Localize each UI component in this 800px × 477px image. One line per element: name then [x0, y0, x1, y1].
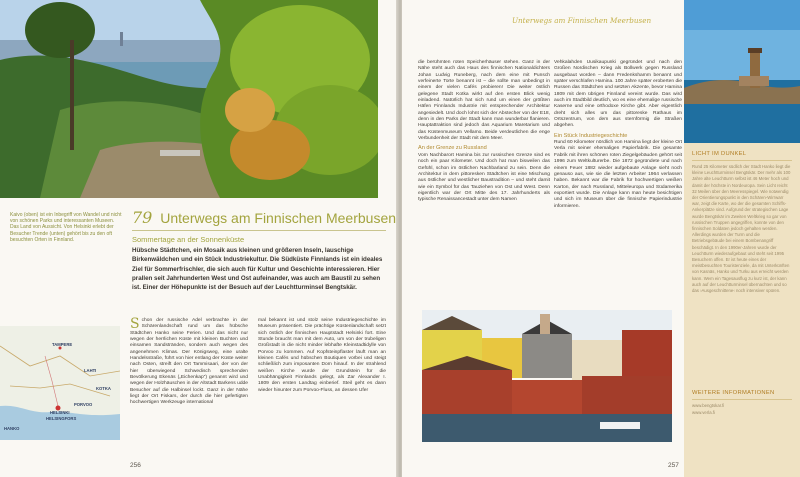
body-column-4 [554, 60, 682, 210]
chapter-heading [132, 208, 396, 227]
lighthouse-photo [684, 0, 800, 143]
left-page [0, 0, 398, 477]
body-column-1-text: chon der russische Adel verbrachte in der Schärenlandschaft rund um das hübsche Städtchen Hanko seine Ferien. Und das nicht nur wegen der herrlichen Küste mit kleinen Buchten und einsamen Sandstränden, sondern auch wegen des angenehmen Klimas. Der Königsweg, eine uralte Handelsstraße, führt von hier entlang der Küste weiter nach Osten, streift den Ort Tammisaari, der von der hier überwiegend Schwedisch sprechenden Bevölkerung Ekenäs („Eichenkap“) genannt wird und wegen der Holzhäuschen in der Altstadt Barkens udde Besucher auf die Halbinsel lockt. Ganz in der Nähe liegt der Ort Fiskars, der durch die hier gefertigten hochwertigen Werkzeuge international [130, 318, 248, 406]
sidebar-heading-info: WEITERE INFORMATIONEN [692, 390, 775, 396]
body-column-4-text: Vehkalahden Uusikaupunki gegründet und nach den Großen Nordischen Krieg als Bollwerk gegen Russland ausgebaut worden – dann Fredenkshamm benannt und später verschlafen Hamina. 100 Jahre später eroberten die Russen das Städtchen und setzten Akzente, bevor Hamina 1809 mit dem übrigen Finnland vereint wurde. Das wird auch im Stadtbild deutlich, wo es eine ehemalige russische Kaserne und eine orthodoxe Kirche gibt. Aber eigentlich dreht sich alles um das pittoreske Rathaus im Ortszentrum, von dem aus sternförmig die Straßen abgehen. [554, 60, 682, 129]
body-column-2: mal bekannt ist und stolz seine Industriegeschichte im Museum präsentiert. Die prächtige Küstenlandschaft setzt sich östlich der finnischen Hauptstadt Helsinki fort. Eine Stunde braucht man mit dem Auto, um von der trubeligen Großstadt in die nicht minder lebhafte Kleinstadtidylle von Porvoo zu kommen. Auf Kopfsteinpflaster läuft man an kleinen Cafés und hübschen Boutiquen vorbei und steigt schließlich zum imposanten Dom hinauf. In der strahlend weißen Kirche wurde der Grundstein für die Unabhängigkeit Finnlands gelegt, als Zar Alexander I. 1809 den ersten Landtag einberief. Steil geht es dann wieder hinunter zum Porvoo-Fluss, an dessen Ufer [258, 318, 386, 393]
drop-cap: S [130, 316, 140, 332]
sidebar-text: Rund 25 Kilometer südlich der Stadt Hanko liegt die kleine Leuchtturminsel Bengtskär. Der mehr als 100 Jahre alte Leuchtturm selbst ist 46 Meter hoch und damit der höchste in Nordeuropa. Sein Licht reicht 32 Meilen über den Meeresspiegel. Wie notwendig der Orientierungspunkt in den Schären-Wirrwarr war, zeigt die Karte, wo der die gesamten Schiffs-Ankerplätze sind. Aufgrund der strategischen Lage wurde Bengtskär im Zweiten Weltkrieg so gar von russischen Truppen angegriffen, konnte von den finnischen Soldaten jedoch gehalten werden. Allerdings wurden der Turm und die Betriebsgebäude bei einem Bombenangriff beschädigt. In den 1990er-Jahren wurde der Leuchtturm wiederaufgebaut und steht seit 1995 Besuchern offen. Er ist heute eines der meistbesuchten Touristenziele, da mit Unterkünften von Kasnäs, Hanko und Turku aus erreicht werden kann. Wem ein Tagesausflug zu kurz ist, der kann auch auf der Leuchtturminsel übernachten und so das ›Ausgeschnittene‹ noch intensiver spüren. [692, 164, 791, 294]
sidebar-link-verla[interactable]: www.verla.fi [692, 410, 715, 415]
left-caption: Kaivo (oben) ist ein Inbegriff von Wandel und nicht von schönen Parks und interessanten Museen. Das Land von Aussicht. Von Helsinki erlebt der Besucher Trende (unten) gehört bis zu den oft besuchten Orten in Finnland. [10, 212, 122, 243]
chapter-title: Unterwegs am Finnischen Meerbusen [160, 210, 397, 226]
map-label-kotka: KOTKA [96, 386, 111, 391]
body-column-1 [130, 318, 248, 407]
sidebar-heading-light: LICHT IM DUNKEL [692, 151, 747, 157]
body-column-3 [418, 60, 550, 204]
section-heading-border: An der Grenze zu Russland [418, 145, 487, 152]
map-label-porvoo: PORVOO [74, 402, 93, 407]
heading-rule [132, 230, 386, 231]
map-label-hanko: HANKO [4, 426, 20, 431]
sidebar-rule [692, 160, 792, 161]
red-houses-photo [422, 310, 672, 442]
map-label-helsinki: HELSINKI [50, 410, 70, 415]
body-column-3b-text: Vom Nachbarort Hamina bis zur russischen Grenze sind es noch ein paar Kilometer. Und doch hat man bisweilen das Gefühl, schon im östlichen Nachbarland zu sein. Denn die Architektur in dem pittoresken Städtchen ist eine Mischung aus östlicher und westlicher Baustradition – und steht damit wie ein Symbol für das Tauziehen von Ost und West. Denn eigentlich war der Ort Mitte des 17. Jahrhunderts als typische Renaissancestadt unter dem Namen [418, 152, 550, 203]
region-map [0, 326, 120, 440]
left-page-number: 256 [130, 462, 141, 469]
section-heading-industry: Ein Stück Industriegeschichte [554, 132, 628, 139]
body-column-4b-text: Rund 60 Kilometer nördlich von Hamina liegt der kleine Ort Verla mit seiner ehemaligen Papierfabrik. Die gesamte Fabrik mit ihren schönen roten Ziegelgebäuden gehört seit 1996 zum Weltkulturerbe. Die 1872 gegründete und nach einem Feuer 1882 wieder aufgebaute Anlage sieht noch genauso aus, wie sie die letzten Arbeiter 1964 verlassen haben. Bekannt war die Fabrik für hochwertigen weißen Karton, der nach Russland, Mitteleuropa und Südamerika exportiert wurde. Die Anlage kann man heute besichtigen und sich im Museum über die finnische Papierindustrie informieren. [554, 140, 682, 209]
running-head: Unterwegs am Finnischen Meerbusen [512, 16, 652, 25]
sidebar-link-bengtskar[interactable]: www.bengtskar.fi [692, 403, 725, 408]
chapter-lead: Hübsche Städtchen, ein Mosaik aus kleinen und größeren Inseln, lauschige Birkenwäldchen und ein Stück Industriekultur. Die Südküste Finnlands ist ein ideales Ziel für Sommerfrischler, die sich auch für Kultur und Geschichte interessieren. Hier prallen seit Jahrhunderten West und Ost aufeinander, was auch am Baustil zu sehen ist. Einer der Höhepunkte ist der Besuch auf der Leuchtturminsel Bengtskär. [132, 247, 383, 292]
body-column-3-text: die berühmten roten Speicherhäuser stehen. Ganz in der Nähe steht auch das Haus des finnischen Nationaldichters Johan Ludvig Runeberg, nach dem eine mit Punsch verfeinerte Torte benannt ist – die sollte man unbedingt in einem der vielen Cafés probieren! Die weiter östlich gelegene Stadt Kotka wirkt auf den ersten Blick wenig einladend. Natürlich hat sich rund um einen der größten Häfen Finnlands Industrie mit entsprechender Architektur angesiedelt. Und doch lohnt sich der Abstecher von der E18, denn in den Parks der Stadt kann man wunderbar flanieren. Hauptattraktion sind jedoch das Aquarium Maretarium und das Küstenmuseum Vellamo. Beide verdeutlichen die enge Verbundenheit der Stadt mit dem Meer. [418, 60, 550, 142]
chapter-subtitle: Sommertage an der Sonnenküste [132, 235, 245, 244]
map-label-tampere: TAMPERE [52, 342, 73, 347]
park-photo [0, 0, 378, 198]
sidebar-rule-2 [692, 399, 792, 400]
map-label-lahti: LAHTI [84, 368, 97, 373]
chapter-number: 79 [132, 208, 153, 227]
right-page-number: 257 [668, 462, 679, 469]
info-sidebar [684, 143, 800, 477]
map-label-helsingfors: HELSINGFORS [46, 416, 77, 421]
